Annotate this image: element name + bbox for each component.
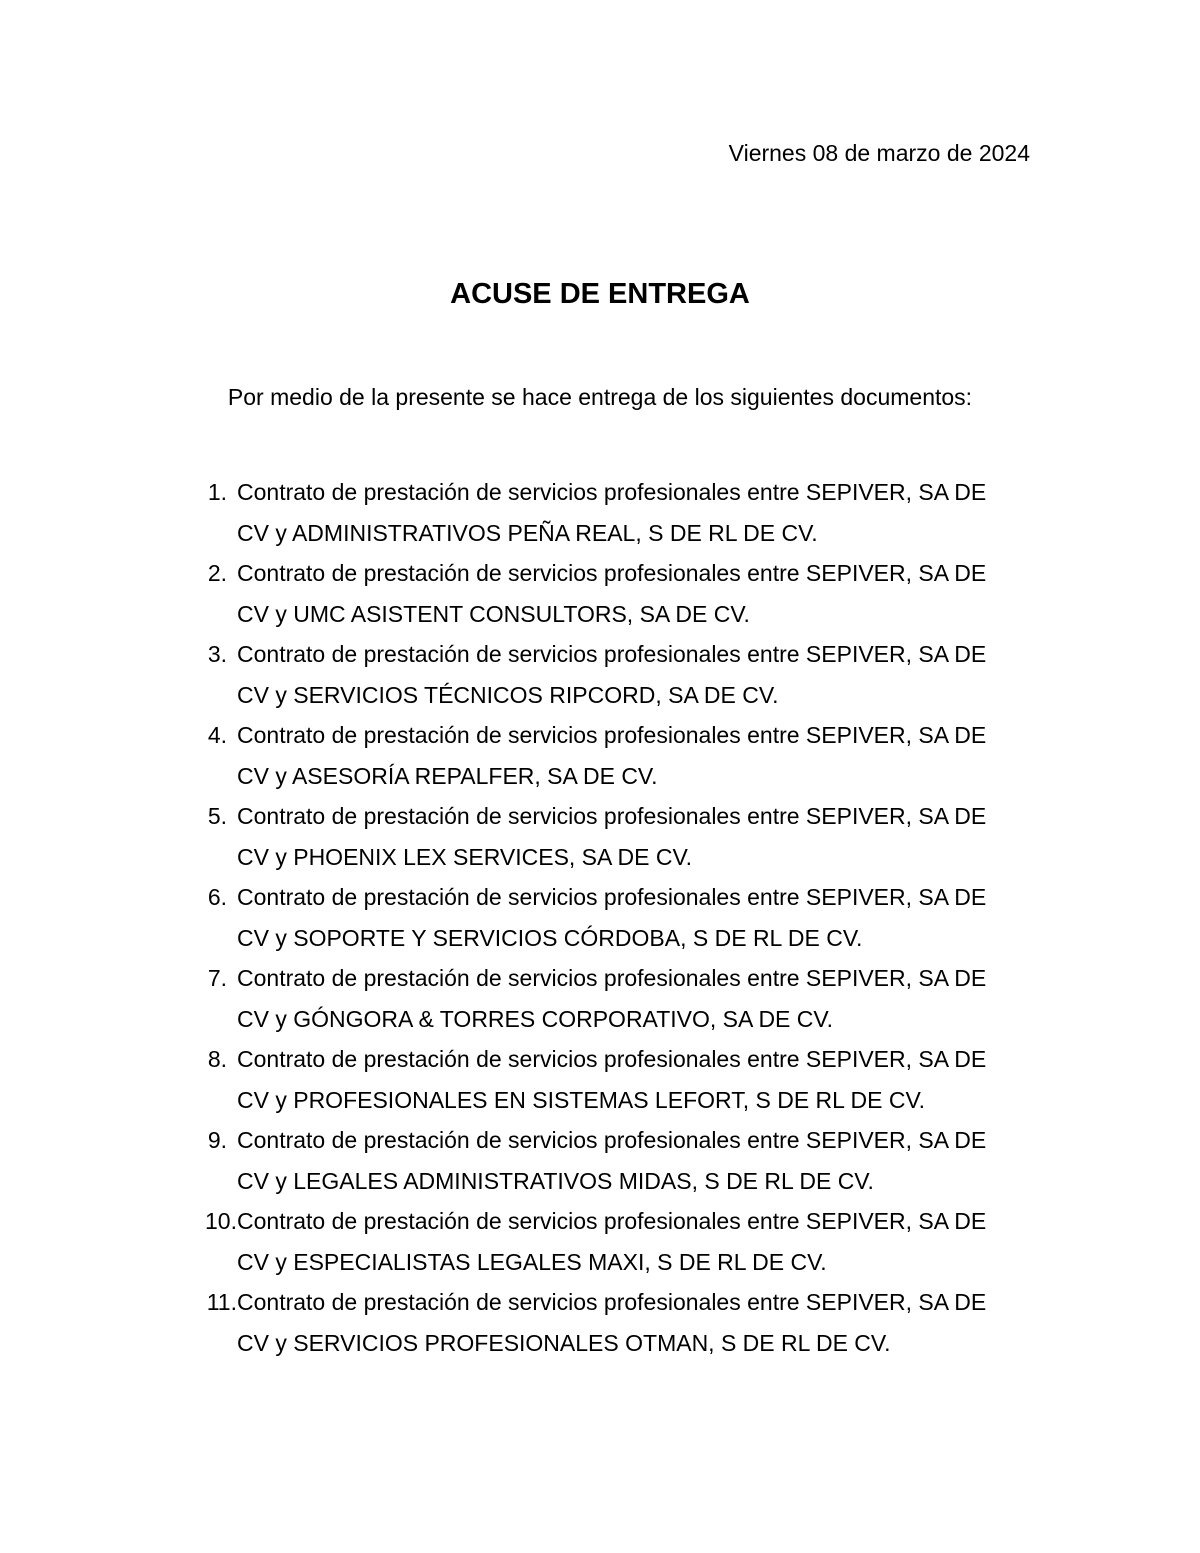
list-item-text-line-1: Contrato de prestación de servicios profesionales entre SEPIVER, SA DE bbox=[237, 722, 987, 748]
list-item-text-line-2: CV y PROFESIONALES EN SISTEMAS LEFORT, S DE RL DE CV. bbox=[237, 1086, 926, 1113]
list-item-text-line-1: Contrato de prestación de servicios profesionales entre SEPIVER, SA DE bbox=[237, 641, 987, 667]
list-item-text-line-2: CV y SERVICIOS PROFESIONALES OTMAN, S DE RL DE CV. bbox=[237, 1329, 891, 1356]
list-item bbox=[190, 958, 1020, 1039]
list-item-number: 8. bbox=[207, 1046, 227, 1072]
list-item-text-line-2: CV y UMC ASISTENT CONSULTORS, SA DE CV. bbox=[237, 600, 750, 627]
list-item-number: 2. bbox=[207, 560, 227, 586]
list-item-text-line-2: CV y LEGALES ADMINISTRATIVOS MIDAS, S DE RL DE CV. bbox=[237, 1167, 874, 1194]
list-item-number: 9. bbox=[207, 1127, 227, 1153]
list-item bbox=[190, 877, 1020, 958]
list-item-number: 7. bbox=[207, 965, 227, 991]
list-item-number: 1. bbox=[207, 479, 227, 505]
list-item-text-line-2: CV y PHOENIX LEX SERVICES, SA DE CV. bbox=[237, 843, 693, 870]
list-item-number: 5. bbox=[207, 803, 227, 829]
document-list bbox=[190, 472, 1020, 1363]
list-item-text-line-1: Contrato de prestación de servicios profesionales entre SEPIVER, SA DE bbox=[237, 560, 987, 586]
list-item-text-line-2: CV y ADMINISTRATIVOS PEÑA REAL, S DE RL DE CV. bbox=[237, 519, 818, 546]
list-item-number: 6. bbox=[207, 884, 227, 910]
list-item-text-line-1: Contrato de prestación de servicios profesionales entre SEPIVER, SA DE bbox=[237, 803, 987, 829]
list-item-text-line-2: CV y SOPORTE Y SERVICIOS CÓRDOBA, S DE RL DE CV. bbox=[237, 924, 863, 951]
list-item-text-line-2: CV y GÓNGORA & TORRES CORPORATIVO, SA DE CV. bbox=[237, 1005, 834, 1032]
list-item-number: 10. bbox=[205, 1208, 237, 1234]
document-date: Viernes 08 de marzo de 2024 bbox=[728, 140, 1030, 166]
list-item-text-line-1: Contrato de prestación de servicios profesionales entre SEPIVER, SA DE bbox=[237, 1289, 987, 1315]
list-item-text-line-1: Contrato de prestación de servicios profesionales entre SEPIVER, SA DE bbox=[237, 1208, 987, 1234]
document-title: ACUSE DE ENTREGA bbox=[450, 278, 750, 310]
list-item bbox=[190, 1120, 1020, 1201]
intro-paragraph: Por medio de la presente se hace entrega de los siguientes documentos: bbox=[227, 384, 973, 410]
list-item bbox=[190, 472, 1020, 553]
list-item-number: 4. bbox=[207, 722, 227, 748]
list-item-text-line-1: Contrato de prestación de servicios profesionales entre SEPIVER, SA DE bbox=[237, 965, 987, 991]
list-item-text-line-2: CV y SERVICIOS TÉCNICOS RIPCORD, SA DE CV. bbox=[237, 681, 779, 708]
list-item bbox=[190, 553, 1020, 634]
list-item bbox=[190, 634, 1020, 715]
list-item bbox=[190, 1039, 1020, 1120]
list-item-number: 11. bbox=[206, 1289, 237, 1315]
list-item-text-line-1: Contrato de prestación de servicios profesionales entre SEPIVER, SA DE bbox=[237, 479, 987, 505]
list-item-text-line-1: Contrato de prestación de servicios profesionales entre SEPIVER, SA DE bbox=[237, 1046, 987, 1072]
list-item bbox=[190, 715, 1020, 796]
list-item-number: 3. bbox=[207, 641, 227, 667]
list-item bbox=[190, 1201, 1020, 1282]
list-item bbox=[190, 1282, 1020, 1363]
list-item-text-line-1: Contrato de prestación de servicios profesionales entre SEPIVER, SA DE bbox=[237, 884, 987, 910]
list-item bbox=[190, 796, 1020, 877]
list-item-text-line-2: CV y ASESORÍA REPALFER, SA DE CV. bbox=[237, 762, 658, 789]
list-item-text-line-1: Contrato de prestación de servicios profesionales entre SEPIVER, SA DE bbox=[237, 1127, 987, 1153]
list-item-text-line-2: CV y ESPECIALISTAS LEGALES MAXI, S DE RL DE CV. bbox=[237, 1248, 827, 1275]
